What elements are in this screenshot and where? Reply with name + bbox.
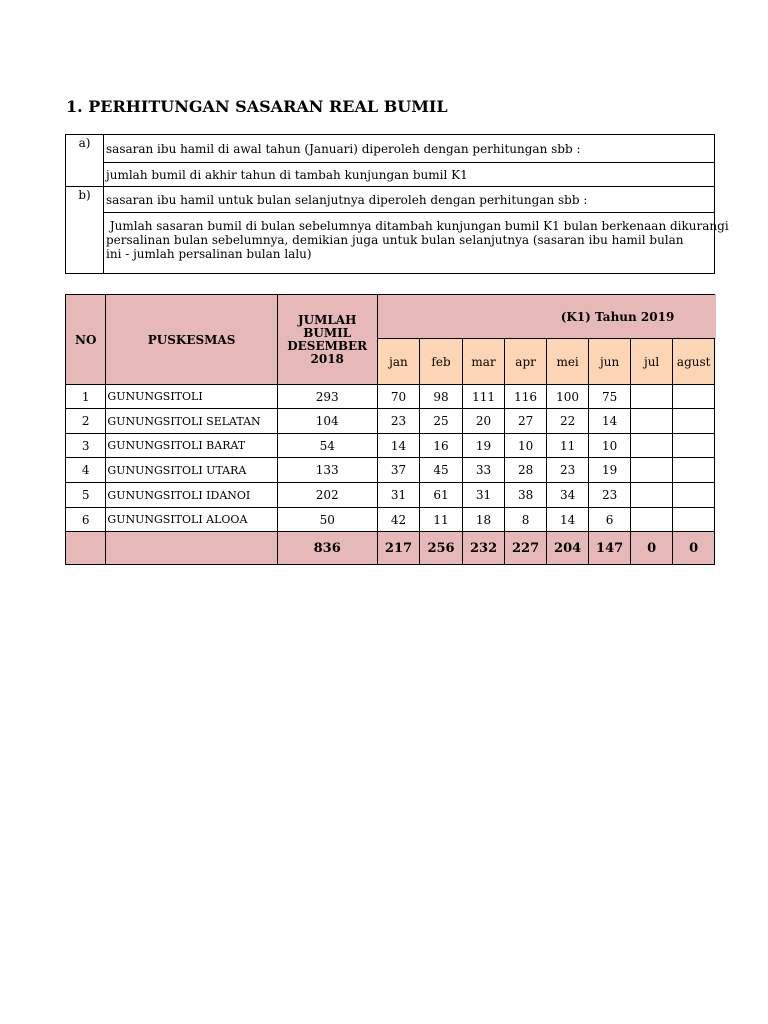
total-value: 217 [377, 532, 420, 565]
col-header-puskesmas: PUSKESMAS [106, 295, 277, 385]
row-value: 37 [377, 458, 420, 483]
total-value: 147 [589, 532, 630, 565]
row-value: 42 [377, 508, 420, 532]
row-value [630, 434, 673, 458]
table-row [66, 409, 715, 434]
total-value: 204 [546, 532, 589, 565]
info-a-line1: sasaran ibu hamil di awal tahun (Januari) diperoleh dengan perhitungan sbb : [104, 135, 715, 163]
row-value: 10 [589, 434, 630, 458]
total-value: 0 [630, 532, 673, 565]
month-header-jun: jun [589, 339, 630, 385]
row-no: 3 [66, 434, 106, 458]
row-value: 20 [462, 409, 505, 434]
row-jumlah: 133 [277, 458, 377, 483]
month-header-apr: apr [505, 339, 546, 385]
month-header-jan: jan [377, 339, 420, 385]
row-value [673, 458, 715, 483]
table-row [66, 508, 715, 532]
month-header-mei: mei [546, 339, 589, 385]
total-no-cell [66, 532, 106, 565]
row-value: 38 [505, 483, 546, 508]
row-value [630, 385, 673, 409]
row-value [673, 483, 715, 508]
row-value: 6 [589, 508, 630, 532]
row-value: 11 [420, 508, 463, 532]
row-value: 14 [377, 434, 420, 458]
row-value: 45 [420, 458, 463, 483]
row-jumlah: 202 [277, 483, 377, 508]
row-no: 4 [66, 458, 106, 483]
row-puskesmas: GUNUNGSITOLI ALOOA [106, 508, 277, 532]
row-value: 10 [505, 434, 546, 458]
row-value: 34 [546, 483, 589, 508]
row-no: 5 [66, 483, 106, 508]
k1-table [65, 294, 715, 565]
page-title: 1. PERHITUNGAN SASARAN REAL BUMIL [66, 97, 448, 116]
row-value: 25 [420, 409, 463, 434]
row-value: 14 [589, 409, 630, 434]
col-header-jumlah-line: 2018 [310, 351, 344, 366]
row-value [673, 385, 715, 409]
row-jumlah: 293 [277, 385, 377, 409]
info-table [65, 134, 729, 274]
label-b: b) [66, 187, 104, 274]
col-header-no: NO [66, 295, 106, 385]
row-value: 70 [377, 385, 420, 409]
row-value: 23 [377, 409, 420, 434]
table-row [66, 385, 715, 409]
col-header-jumlah [277, 295, 377, 385]
row-value: 61 [420, 483, 463, 508]
row-value: 23 [546, 458, 589, 483]
row-no: 6 [66, 508, 106, 532]
label-a: a) [66, 135, 104, 187]
row-value: 22 [546, 409, 589, 434]
row-value: 98 [420, 385, 463, 409]
total-row [66, 532, 715, 565]
row-value [673, 434, 715, 458]
row-value: 100 [546, 385, 589, 409]
row-value: 8 [505, 508, 546, 532]
row-value: 111 [462, 385, 505, 409]
group-header-k1: (K1) Tahun 2019 [377, 295, 714, 339]
row-value: 31 [462, 483, 505, 508]
row-value: 11 [546, 434, 589, 458]
row-puskesmas: GUNUNGSITOLI [106, 385, 277, 409]
row-value [630, 483, 673, 508]
row-value: 14 [546, 508, 589, 532]
row-value: 33 [462, 458, 505, 483]
row-value [630, 508, 673, 532]
info-b-paragraph: Jumlah sasaran bumil di bulan sebelumnya ditambah kunjungan bumil K1 bulan berkenaan dikurangi persalinan bulan sebelumnya, demikian juga untuk bulan selanjutnya (sasaran ibu hamil bulan ini - jumlah persalinan bulan lalu) [104, 213, 715, 274]
row-value: 19 [462, 434, 505, 458]
row-jumlah: 50 [277, 508, 377, 532]
row-value: 28 [505, 458, 546, 483]
row-value: 16 [420, 434, 463, 458]
row-value: 23 [589, 483, 630, 508]
month-header-mar: mar [462, 339, 505, 385]
row-value: 27 [505, 409, 546, 434]
info-a-line2: jumlah bumil di akhir tahun di tambah kunjungan bumil K1 [104, 163, 715, 187]
month-header-jul: jul [630, 339, 673, 385]
total-jumlah: 836 [277, 532, 377, 565]
k1-table-wrapper [65, 294, 711, 566]
info-b-line1: sasaran ibu hamil untuk bulan selanjutnya diperoleh dengan perhitungan sbb : [104, 187, 715, 213]
row-puskesmas: GUNUNGSITOLI IDANOI [106, 483, 277, 508]
month-header-agust: agust [673, 339, 715, 385]
table-row [66, 434, 715, 458]
row-value [673, 409, 715, 434]
col-header-jumlah-line: JUMLAH [297, 312, 357, 327]
table-row [66, 458, 715, 483]
row-value: 116 [505, 385, 546, 409]
total-name-cell [106, 532, 277, 565]
total-value: 0 [673, 532, 715, 565]
row-value [673, 508, 715, 532]
row-puskesmas: GUNUNGSITOLI SELATAN [106, 409, 277, 434]
table-row [66, 483, 715, 508]
row-jumlah: 54 [277, 434, 377, 458]
row-jumlah: 104 [277, 409, 377, 434]
row-value [630, 409, 673, 434]
row-value: 18 [462, 508, 505, 532]
col-header-jumlah-line: DESEMBER [287, 338, 368, 353]
row-puskesmas: GUNUNGSITOLI BARAT [106, 434, 277, 458]
row-value: 19 [589, 458, 630, 483]
total-value: 232 [462, 532, 505, 565]
row-no: 2 [66, 409, 106, 434]
info-box [65, 134, 729, 274]
row-value [630, 458, 673, 483]
month-header-feb: feb [420, 339, 463, 385]
col-header-jumlah-line: BUMIL [303, 325, 352, 340]
total-value: 256 [420, 532, 463, 565]
row-no: 1 [66, 385, 106, 409]
total-value: 227 [505, 532, 546, 565]
row-value: 31 [377, 483, 420, 508]
row-value: 75 [589, 385, 630, 409]
row-puskesmas: GUNUNGSITOLI UTARA [106, 458, 277, 483]
